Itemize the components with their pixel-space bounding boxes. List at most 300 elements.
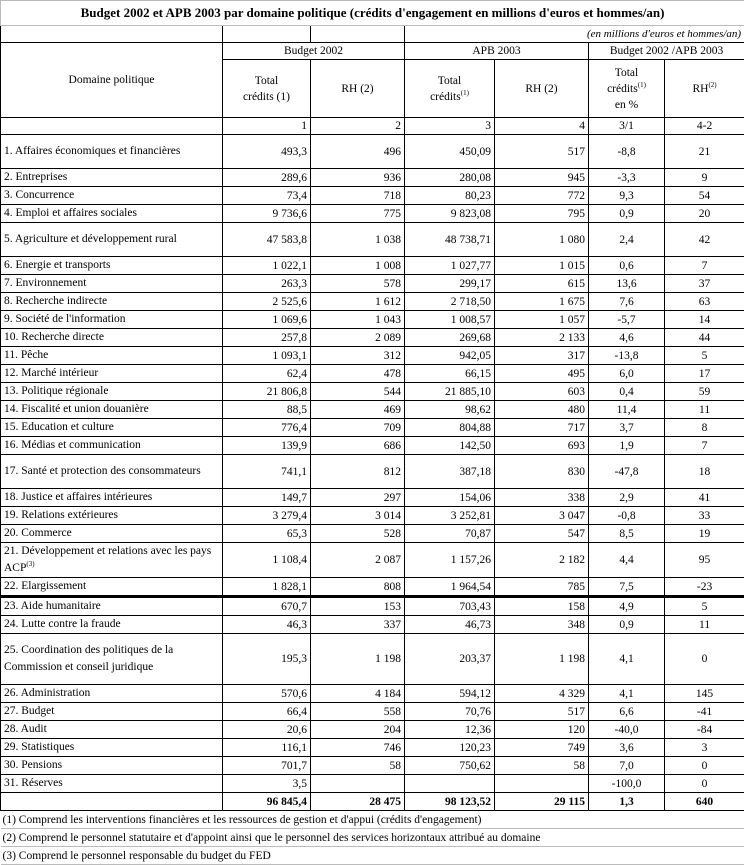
column-header-line: Total (615, 67, 638, 79)
value-cell: 495 (495, 365, 589, 383)
domain-label (1, 275, 223, 293)
value-cell: 317 (495, 347, 589, 365)
domain-label (1, 257, 223, 275)
total-value: 640 (665, 793, 744, 811)
value-cell: 717 (495, 419, 589, 437)
domain-label-text: 27. Budget (4, 705, 54, 717)
domain-label (1, 347, 223, 365)
table-row (1, 507, 744, 525)
domain-label-text: 31. Réserves (4, 777, 63, 789)
value-cell (495, 775, 589, 793)
value-cell: 120 (495, 721, 589, 739)
column-header (589, 60, 665, 118)
value-cell: 547 (495, 525, 589, 543)
value-cell: 195,3 (223, 634, 311, 685)
value-cell: 66,15 (405, 365, 495, 383)
group-header-budget-2002: Budget 2002 (223, 43, 405, 60)
value-cell: 1 964,54 (405, 578, 495, 597)
footnote-text: (3) Comprend le personnel responsable du budget du FED (1, 847, 744, 865)
value-cell: 95 (665, 543, 744, 578)
domain-label (1, 543, 223, 578)
value-cell: 1 057 (495, 311, 589, 329)
value-cell: 20,6 (223, 721, 311, 739)
footnote-ref: (2) (708, 81, 716, 89)
table-row (1, 275, 744, 293)
table-row (1, 401, 744, 419)
table-row (1, 257, 744, 275)
value-cell: 37 (665, 275, 744, 293)
value-cell: 594,12 (405, 685, 495, 703)
domain-label (1, 365, 223, 383)
value-cell: 1 198 (495, 634, 589, 685)
unit-note: (en millions d'euros et hommes/an) (405, 26, 744, 43)
value-cell: 3 014 (311, 507, 405, 525)
domain-label-text: 16. Médias et communication (4, 439, 141, 451)
table-row (1, 135, 744, 169)
value-cell: 7,0 (589, 757, 665, 775)
domain-label (1, 507, 223, 525)
value-cell: 257,8 (223, 329, 311, 347)
blank-cell (1, 118, 223, 135)
column-number: 2 (311, 118, 405, 135)
column-header-line: crédits (607, 83, 638, 95)
column-header (405, 60, 495, 118)
table-row (1, 437, 744, 455)
value-cell: 59 (665, 383, 744, 401)
domain-label-text: 30. Pensions (4, 759, 62, 771)
domain-label (1, 525, 223, 543)
value-cell: 746 (311, 739, 405, 757)
column-header-line: crédits (1) (243, 91, 290, 103)
value-cell: 3 (665, 739, 744, 757)
value-cell (311, 775, 405, 793)
value-cell: 701,7 (223, 757, 311, 775)
value-cell: 7 (665, 257, 744, 275)
domain-label-text: 9. Société de l'information (4, 313, 126, 325)
value-cell: 1 093,1 (223, 347, 311, 365)
value-cell: 4,1 (589, 634, 665, 685)
value-cell: 8,5 (589, 525, 665, 543)
value-cell: 158 (495, 597, 589, 616)
value-cell: 686 (311, 437, 405, 455)
domain-label-text: 17. Santé et protection des consommateurs (4, 465, 201, 477)
column-number: 3 (405, 118, 495, 135)
value-cell: 8 (665, 419, 744, 437)
value-cell: 21 885,10 (405, 383, 495, 401)
domain-label (1, 401, 223, 419)
table-row (1, 703, 744, 721)
column-header-line: en % (615, 99, 638, 111)
domain-label-text: 1. Affaires économiques et financières (4, 145, 180, 157)
total-value: 28 475 (311, 793, 405, 811)
domain-label-text: 14. Fiscalité et union douanière (4, 403, 149, 415)
domain-label (1, 703, 223, 721)
value-cell: 830 (495, 455, 589, 489)
value-cell: 9,3 (589, 187, 665, 205)
value-cell: 1 022,1 (223, 257, 311, 275)
value-cell: 776,4 (223, 419, 311, 437)
domain-label (1, 775, 223, 793)
value-cell: 65,3 (223, 525, 311, 543)
table-row (1, 223, 744, 257)
value-cell: 116,1 (223, 739, 311, 757)
value-cell: 63 (665, 293, 744, 311)
value-cell: 693 (495, 437, 589, 455)
value-cell: 945 (495, 169, 589, 187)
value-cell: 5 (665, 347, 744, 365)
value-cell: 2 089 (311, 329, 405, 347)
value-cell: 1 157,26 (405, 543, 495, 578)
domain-label (1, 187, 223, 205)
value-cell: -8,8 (589, 135, 665, 169)
table-row (1, 757, 744, 775)
value-cell: 19 (665, 525, 744, 543)
value-cell: 1 198 (311, 634, 405, 685)
column-number: 4-2 (665, 118, 744, 135)
domain-label-text: 2. Entreprises (4, 171, 67, 183)
domain-label-text: 5. Agriculture et développement rural (4, 233, 177, 245)
group-header-apb-2003: APB 2003 (405, 43, 589, 60)
value-cell: 3 047 (495, 507, 589, 525)
value-cell: 297 (311, 489, 405, 507)
value-cell: 5 (665, 597, 744, 616)
domain-label-text: 25. Coordination des politiques de la Commission et conseil juridique (4, 644, 173, 673)
column-header-line: Total (438, 75, 461, 87)
value-cell: 7 (665, 437, 744, 455)
domain-label (1, 721, 223, 739)
domain-label-text: 28. Audit (4, 723, 47, 735)
column-header-line: crédits (430, 91, 461, 103)
value-cell: 11 (665, 401, 744, 419)
value-cell: 7,5 (589, 578, 665, 597)
table-row (1, 634, 744, 685)
value-cell: 46,73 (405, 616, 495, 634)
value-cell: 4 184 (311, 685, 405, 703)
column-header-line: RH (2) (341, 83, 373, 95)
column-number: 1 (223, 118, 311, 135)
table-row (1, 775, 744, 793)
value-cell: 1 612 (311, 293, 405, 311)
footnote-ref: (1) (638, 81, 646, 89)
value-cell: 280,08 (405, 169, 495, 187)
column-header-line: RH (2) (525, 83, 557, 95)
footnote-row (1, 829, 744, 847)
value-cell: 0 (665, 634, 744, 685)
value-cell: 741,1 (223, 455, 311, 489)
value-cell: 204 (311, 721, 405, 739)
value-cell: 17 (665, 365, 744, 383)
value-cell: 4 329 (495, 685, 589, 703)
value-cell: 54 (665, 187, 744, 205)
value-cell: 670,7 (223, 597, 311, 616)
table-row (1, 455, 744, 489)
domain-label (1, 311, 223, 329)
value-cell: 480 (495, 401, 589, 419)
value-cell: 149,7 (223, 489, 311, 507)
value-cell: 1 008,57 (405, 311, 495, 329)
total-value: 96 845,4 (223, 793, 311, 811)
value-cell: 88,5 (223, 401, 311, 419)
value-cell: 936 (311, 169, 405, 187)
value-cell: 14 (665, 311, 744, 329)
value-cell: 1 038 (311, 223, 405, 257)
value-cell: 804,88 (405, 419, 495, 437)
value-cell: 772 (495, 187, 589, 205)
table-row (1, 347, 744, 365)
domain-label (1, 293, 223, 311)
value-cell: -3,3 (589, 169, 665, 187)
value-cell: 812 (311, 455, 405, 489)
value-cell: 33 (665, 507, 744, 525)
value-cell: 1 027,77 (405, 257, 495, 275)
table-row (1, 383, 744, 401)
domain-label (1, 489, 223, 507)
value-cell: 785 (495, 578, 589, 597)
value-cell: 4,4 (589, 543, 665, 578)
table-row (1, 616, 744, 634)
column-number: 4 (495, 118, 589, 135)
value-cell: 1 828,1 (223, 578, 311, 597)
domain-label-text: 15. Education et culture (4, 421, 114, 433)
value-cell: 12,36 (405, 721, 495, 739)
value-cell: 2,9 (589, 489, 665, 507)
value-cell: 70,76 (405, 703, 495, 721)
value-cell: 0 (665, 775, 744, 793)
domain-label (1, 739, 223, 757)
table-row (1, 543, 744, 578)
value-cell: 13,6 (589, 275, 665, 293)
table-row (1, 578, 744, 597)
value-cell: 3,6 (589, 739, 665, 757)
value-cell: 139,9 (223, 437, 311, 455)
value-cell: 73,4 (223, 187, 311, 205)
table-row (1, 721, 744, 739)
domain-label-text: 4. Emploi et affaires sociales (4, 207, 137, 219)
domain-label (1, 455, 223, 489)
value-cell: 263,3 (223, 275, 311, 293)
domain-label (1, 616, 223, 634)
value-cell: 6,0 (589, 365, 665, 383)
domain-label-text: 22. Elargissement (4, 580, 86, 592)
domain-label-text: 7. Environnement (4, 277, 86, 289)
value-cell: 48 738,71 (405, 223, 495, 257)
table-row (1, 293, 744, 311)
value-cell: 42 (665, 223, 744, 257)
value-cell: 58 (495, 757, 589, 775)
value-cell: 808 (311, 578, 405, 597)
table-row (1, 311, 744, 329)
value-cell: 709 (311, 419, 405, 437)
value-cell: 0,6 (589, 257, 665, 275)
value-cell: 145 (665, 685, 744, 703)
value-cell: 493,3 (223, 135, 311, 169)
domain-label (1, 437, 223, 455)
value-cell: 1 069,6 (223, 311, 311, 329)
value-cell: 4,9 (589, 597, 665, 616)
table-row (1, 187, 744, 205)
total-value: 1,3 (589, 793, 665, 811)
value-cell: 4,6 (589, 329, 665, 347)
value-cell: 2 525,6 (223, 293, 311, 311)
domain-label (1, 329, 223, 347)
value-cell: 1 043 (311, 311, 405, 329)
domain-label (1, 578, 223, 597)
value-cell: 749 (495, 739, 589, 757)
value-cell: 44 (665, 329, 744, 347)
domain-label (1, 685, 223, 703)
value-cell: -5,7 (589, 311, 665, 329)
value-cell: 312 (311, 347, 405, 365)
value-cell: 154,06 (405, 489, 495, 507)
value-cell: 603 (495, 383, 589, 401)
value-cell: 3,5 (223, 775, 311, 793)
value-cell: 21 (665, 135, 744, 169)
table-row (1, 597, 744, 616)
value-cell: 750,62 (405, 757, 495, 775)
table-row (1, 329, 744, 347)
value-cell: 3 279,4 (223, 507, 311, 525)
footnote-ref: (3) (26, 560, 34, 568)
value-cell: 496 (311, 135, 405, 169)
value-cell: 11,4 (589, 401, 665, 419)
footnote-ref: (1) (461, 89, 469, 97)
table-row (1, 169, 744, 187)
value-cell: 70,87 (405, 525, 495, 543)
value-cell: 11 (665, 616, 744, 634)
column-number: 3/1 (589, 118, 665, 135)
value-cell: 0 (665, 757, 744, 775)
value-cell: 942,05 (405, 347, 495, 365)
domain-header: Domaine politique (1, 43, 223, 118)
table-row (1, 685, 744, 703)
table-row (1, 205, 744, 223)
domain-label (1, 223, 223, 257)
value-cell: -47,8 (589, 455, 665, 489)
domain-label-text: 12. Marché intérieur (4, 367, 98, 379)
value-cell: 2 718,50 (405, 293, 495, 311)
value-cell: -100,0 (589, 775, 665, 793)
domain-label (1, 169, 223, 187)
footnote-row (1, 847, 744, 865)
value-cell: 1 675 (495, 293, 589, 311)
value-cell: 269,68 (405, 329, 495, 347)
blank-cell (1, 26, 223, 43)
table-row (1, 365, 744, 383)
domain-label-text: 3. Concurrence (4, 189, 74, 201)
value-cell: 9 (665, 169, 744, 187)
blank-cell (223, 26, 311, 43)
value-cell: -13,8 (589, 347, 665, 365)
value-cell: -0,8 (589, 507, 665, 525)
domain-label-text: 6. Energie et transports (4, 259, 110, 271)
value-cell: 58 (311, 757, 405, 775)
value-cell: 703,43 (405, 597, 495, 616)
domain-label-text: 21. Développement et relations avec les pays ACP (4, 545, 211, 574)
value-cell: 450,09 (405, 135, 495, 169)
domain-label (1, 597, 223, 616)
domain-label-text: 10. Recherche directe (4, 331, 104, 343)
value-cell: 80,23 (405, 187, 495, 205)
value-cell: 2,4 (589, 223, 665, 257)
value-cell: 7,6 (589, 293, 665, 311)
domain-label-text: 19. Relations extérieures (4, 509, 118, 521)
value-cell: 2 182 (495, 543, 589, 578)
value-cell: -40,0 (589, 721, 665, 739)
value-cell: 41 (665, 489, 744, 507)
value-cell: 46,3 (223, 616, 311, 634)
domain-label (1, 135, 223, 169)
table-row (1, 739, 744, 757)
column-header (223, 60, 311, 118)
value-cell: 348 (495, 616, 589, 634)
domain-label-text: 18. Justice et affaires intérieures (4, 491, 152, 503)
domain-label-text: 20. Commerce (4, 527, 72, 539)
value-cell: 795 (495, 205, 589, 223)
value-cell: 775 (311, 205, 405, 223)
value-cell: 4,1 (589, 685, 665, 703)
table-row (1, 489, 744, 507)
value-cell: 47 583,8 (223, 223, 311, 257)
footnote-text: (2) Comprend le personnel statutaire et d'appoint ainsi que le personnel des services horizontaux attribué au domaine (1, 829, 744, 847)
value-cell: 6,6 (589, 703, 665, 721)
value-cell: 338 (495, 489, 589, 507)
footnote-text: (1) Comprend les interventions financières et les ressources de gestion et d'appui (crédits d'engagement) (1, 811, 744, 829)
value-cell: 337 (311, 616, 405, 634)
value-cell: 0,9 (589, 205, 665, 223)
domain-label-text: 26. Administration (4, 687, 90, 699)
blank-cell (1, 793, 223, 811)
column-header (495, 60, 589, 118)
value-cell: 1 080 (495, 223, 589, 257)
group-header-comparison: Budget 2002 /APB 2003 (589, 43, 744, 60)
value-cell: 517 (495, 135, 589, 169)
value-cell: 153 (311, 597, 405, 616)
value-cell: -84 (665, 721, 744, 739)
value-cell: 578 (311, 275, 405, 293)
value-cell: 66,4 (223, 703, 311, 721)
footnote-row (1, 811, 744, 829)
value-cell: 528 (311, 525, 405, 543)
domain-label-text: 29. Statistiques (4, 741, 74, 753)
domain-label (1, 757, 223, 775)
value-cell: 0,9 (589, 616, 665, 634)
value-cell: 62,4 (223, 365, 311, 383)
value-cell (405, 775, 495, 793)
domain-label-text: 8. Recherche indirecte (4, 295, 107, 307)
value-cell: 203,37 (405, 634, 495, 685)
value-cell: 1 015 (495, 257, 589, 275)
value-cell: 2 133 (495, 329, 589, 347)
domain-label (1, 419, 223, 437)
column-header-line: RH (692, 83, 708, 95)
value-cell: 718 (311, 187, 405, 205)
value-cell: 544 (311, 383, 405, 401)
value-cell: 570,6 (223, 685, 311, 703)
value-cell: 615 (495, 275, 589, 293)
value-cell: 299,17 (405, 275, 495, 293)
value-cell: 1 008 (311, 257, 405, 275)
value-cell: 558 (311, 703, 405, 721)
value-cell: 2 087 (311, 543, 405, 578)
value-cell: -23 (665, 578, 744, 597)
value-cell: 120,23 (405, 739, 495, 757)
table-row (1, 525, 744, 543)
value-cell: 469 (311, 401, 405, 419)
value-cell: 517 (495, 703, 589, 721)
domain-label-text: 23. Aide humanitaire (4, 600, 101, 612)
domain-label-text: 11. Pêche (4, 349, 48, 361)
blank-cell (311, 26, 405, 43)
